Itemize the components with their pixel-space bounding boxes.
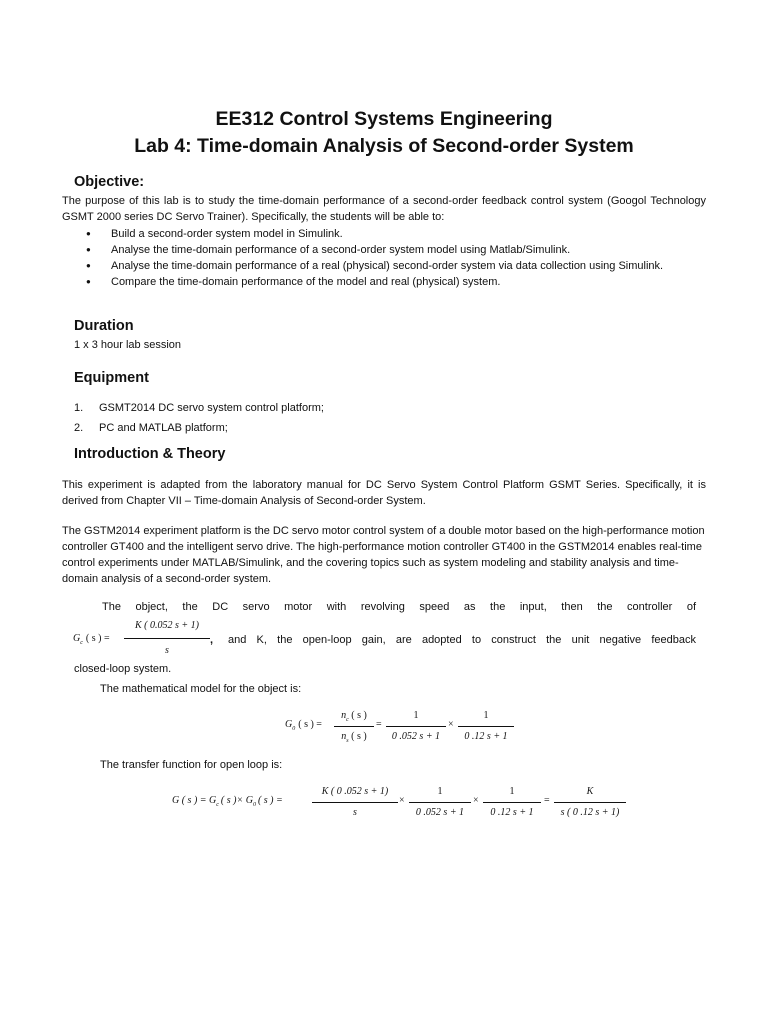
eq-gs-f4-numerator: K (586, 786, 594, 797)
tf-label: The transfer function for open loop is: (100, 759, 283, 771)
eq-gs-f1-bar (312, 802, 398, 803)
eq-gs-f3-denominator: 0 .12 s + 1 (490, 807, 534, 818)
eq-gs-f1-denominator: s (353, 807, 357, 818)
list-item: ● Analyse the time-domain performance of a real (physical) second-order system via data collection using Simulink. (62, 258, 706, 274)
eq-gs-f3-numerator: 1 (509, 786, 515, 797)
eq-go-lhs: $G_0$ ( s ) = (285, 719, 322, 732)
list-number: 1. (74, 402, 84, 414)
eq-go-f3-denominator: 0 .12 s + 1 (464, 731, 508, 742)
lab-title: Lab 4: Time-domain Analysis of Second-order System (134, 135, 634, 157)
eq-gs-f4-denominator: s ( 0 .12 s + 1) (560, 807, 620, 818)
intro-paragraph-3-line-2: and K, the open-loop gain, are adopted to construct the unit negative feedback (228, 634, 696, 646)
eq-gs-f4-bar (554, 802, 626, 803)
eq-go-f1-denominator: $n_s$ ( s ) (341, 731, 367, 744)
eq-go-f3-numerator: 1 (483, 710, 489, 721)
eq-go-times: × (448, 719, 454, 730)
eq-go-f2-numerator: 1 (413, 710, 419, 721)
eq-gc-comma: , (210, 634, 214, 646)
duration-heading: Duration (74, 318, 134, 334)
objective-heading: Objective: (74, 174, 145, 190)
list-item: ● Build a second-order system model in Simulink. (62, 226, 706, 242)
eq-gs-f2-bar (409, 802, 471, 803)
eq-go-equals: = (376, 719, 382, 730)
objective-list (62, 226, 706, 290)
list-item (74, 398, 324, 418)
equipment-list (74, 398, 324, 438)
intro-paragraph-3-line-1: The object, the DC servo motor with revolving speed as the input, then the controller of (102, 601, 696, 613)
eq-gc-lhs: $G_c$ ( s ) = (73, 633, 110, 646)
eq-gs-f1-numerator: K ( 0 .052 s + 1) (321, 786, 389, 797)
list-number: 2. (74, 422, 84, 434)
intro-heading: Introduction & Theory (74, 446, 226, 462)
eq-gc-fraction-bar (124, 638, 210, 639)
eq-go-f1-numerator: $n_c$ ( s ) (341, 710, 367, 723)
eq-go-f3-bar (458, 726, 514, 727)
eq-go-f2-denominator: 0 .052 s + 1 (391, 731, 441, 742)
list-item: ● Compare the time-domain performance of the model and real (physical) system. (62, 274, 706, 290)
intro-paragraph-3-line-3: closed-loop system. (74, 663, 172, 675)
objective-intro: The purpose of this lab is to study the time-domain performance of a second-order feedback control system (Googol Technology GSMT 2000 series DC Servo Trainer). Specifically, the students will be able to: (62, 195, 706, 223)
duration-text: 1 x 3 hour lab session (74, 339, 182, 351)
list-text: GSMT2014 DC servo system control platform; (99, 402, 324, 414)
document-title: EE312 Control Systems Engineering (215, 108, 553, 130)
eq-gs-f2-numerator: 1 (437, 786, 443, 797)
eq-gs-times-2: × (473, 795, 479, 806)
list-text: PC and MATLAB platform; (99, 422, 228, 434)
eq-gs-f3-bar (483, 802, 541, 803)
eq-gs-f2-denominator: 0 .052 s + 1 (415, 807, 465, 818)
list-item: ● Analyse the time-domain performance of a second-order system model using Matlab/Simulink. (62, 242, 706, 258)
model-label: The mathematical model for the object is: (100, 683, 302, 695)
eq-go-f1-bar (334, 726, 374, 727)
eq-gc-denominator: s (165, 645, 169, 656)
intro-paragraph-2: The GSTM2014 experiment platform is the DC servo motor control system of a double motor based on the high-performance motion controller GT400 and the intelligent servo drive. The high-performance motion controller GT400 in the GSTM2014 enables real-time control experiments under MATLAB/Simulink, and the covering topics such as system modeling and stability analysis and time-domain analysis of a second-order system. (62, 525, 705, 585)
equipment-heading: Equipment (74, 370, 149, 386)
list-item (74, 418, 324, 438)
intro-paragraph-1: This experiment is adapted from the laboratory manual for DC Servo System Control Platform GSMT Series. Specifically, it is derived from Chapter VII – Time-domain Analysis of Second-order System. (62, 479, 706, 507)
eq-go-f2-bar (386, 726, 446, 727)
eq-gs-equals: = (544, 795, 550, 806)
eq-gs-times-1: × (399, 795, 405, 806)
eq-gc-numerator: K ( 0.052 s + 1) (135, 620, 199, 631)
eq-gs-lhs: G ( s ) = $G_c$ ( s )× $G_0$ ( s ) = (172, 795, 283, 808)
